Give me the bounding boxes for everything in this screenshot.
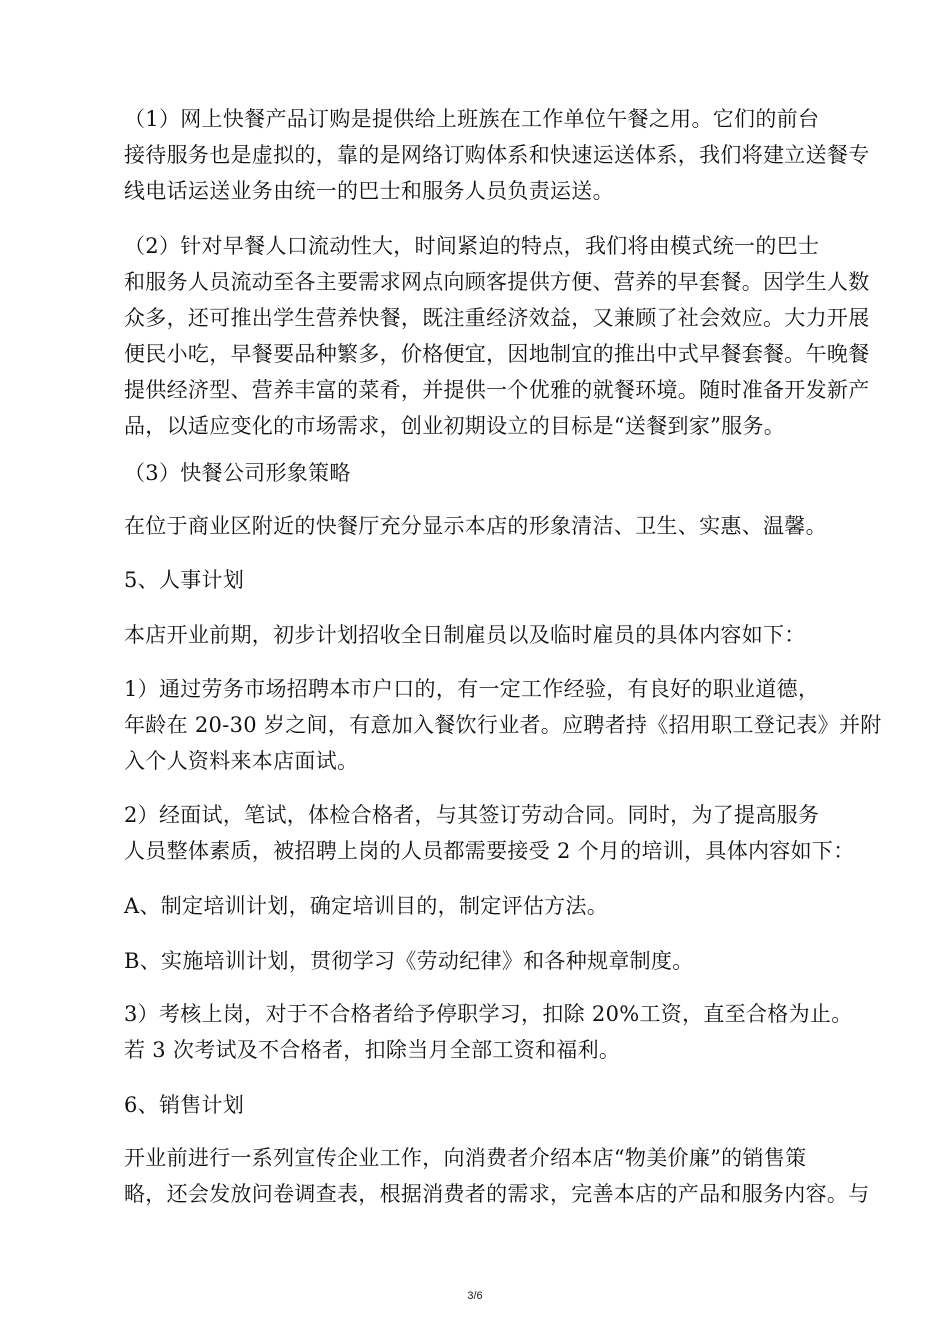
paragraph-online-fastfood-ordering (83, 101, 870, 209)
paragraph-breakfast-strategy (83, 228, 870, 444)
text-line: B、实施培训计划，贯彻学习《劳动纪律》和各种规章制度。 (124, 949, 694, 973)
text-line: 1）通过劳务市场招聘本市户口的，有一定工作经验，有良好的职业道德， (124, 677, 820, 701)
text-line: 线电话运送业务由统一的巴士和服务人员负责运送。 (124, 179, 614, 203)
page-number: 3/6 (467, 1290, 483, 1302)
text-line: 品，以适应变化的市场需求，创业初期设立的目标是“送餐到家”服务。 (124, 414, 786, 438)
text-line: 入个人资料来本店面试。 (124, 749, 359, 773)
paragraph-hiring-intro (124, 617, 859, 653)
text-line: 开业前进行一系列宣传企业工作，向消费者介绍本店“物美价廉”的销售策 (124, 1146, 807, 1170)
text-line: 和服务人员流动至各主要需求网点向顾客提供方便、营养的早套餐。因学生人数 (124, 270, 870, 294)
paragraph-restaurant-image (124, 508, 859, 544)
paragraph-training-b (124, 943, 859, 979)
heading-company-image-strategy (124, 455, 859, 491)
paragraph-recruitment-step-1 (83, 671, 882, 779)
text-line: （3）快餐公司形象策略 (124, 461, 351, 485)
text-line: 6、销售计划 (124, 1093, 245, 1117)
paragraph-training-a (124, 888, 859, 924)
text-line: 5、人事计划 (124, 568, 245, 592)
text-line: 人员整体素质，被招聘上岗的人员都需要接受 2 个月的培训，具体内容如下： (124, 839, 855, 863)
paragraph-recruitment-step-2 (83, 797, 859, 869)
text-line: A、制定培训计划，确定培训目的，制定评估方法。 (124, 894, 609, 918)
text-line: 2）经面试，笔试，体检合格者，与其签订劳动合同。同时，为了提高服务 (124, 803, 820, 827)
text-line: 众多，还可推出学生营养快餐，既注重经济效益，又兼顾了社会效应。大力开展 (124, 306, 870, 330)
paragraph-recruitment-step-3 (83, 996, 859, 1068)
text-line: 略，还会发放问卷调查表，根据消费者的需求，完善本店的产品和服务内容。与 (124, 1182, 870, 1206)
text-line: 在位于商业区附近的快餐厅充分显示本店的形象清洁、卫生、实惠、温馨。 (124, 514, 827, 538)
text-line: 若 3 次考试及不合格者，扣除当月全部工资和福利。 (124, 1038, 621, 1062)
text-line: 本店开业前期，初步计划招收全日制雇员以及临时雇员的具体内容如下： (124, 623, 806, 647)
text-line: （1）网上快餐产品订购是提供给上班族在工作单位午餐之用。它们的前台 (124, 107, 820, 131)
text-line: 提供经济型、营养丰富的菜肴，并提供一个优雅的就餐环境。随时准备开发新产 (124, 378, 870, 402)
text-line: 年龄在 20-30 岁之间，有意加入餐饮行业者。应聘者持《招用职工登记表》并附 (124, 713, 882, 737)
paragraph-sales-strategy (83, 1140, 870, 1212)
text-line: （2）针对早餐人口流动性大，时间紧迫的特点，我们将由模式统一的巴士 (124, 234, 820, 258)
text-line: 便民小吃，早餐要品种繁多，价格便宜，因地制宜的推出中式早餐套餐。午晚餐 (124, 342, 870, 366)
text-line: 3）考核上岗，对于不合格者给予停职学习，扣除 20%工资，直至合格为止。 (124, 1002, 853, 1026)
text-line: 接待服务也是虚拟的，靠的是网络订购体系和快速运送体系，我们将建立送餐专 (124, 143, 870, 167)
heading-personnel-plan (124, 562, 859, 598)
heading-sales-plan (124, 1087, 859, 1123)
